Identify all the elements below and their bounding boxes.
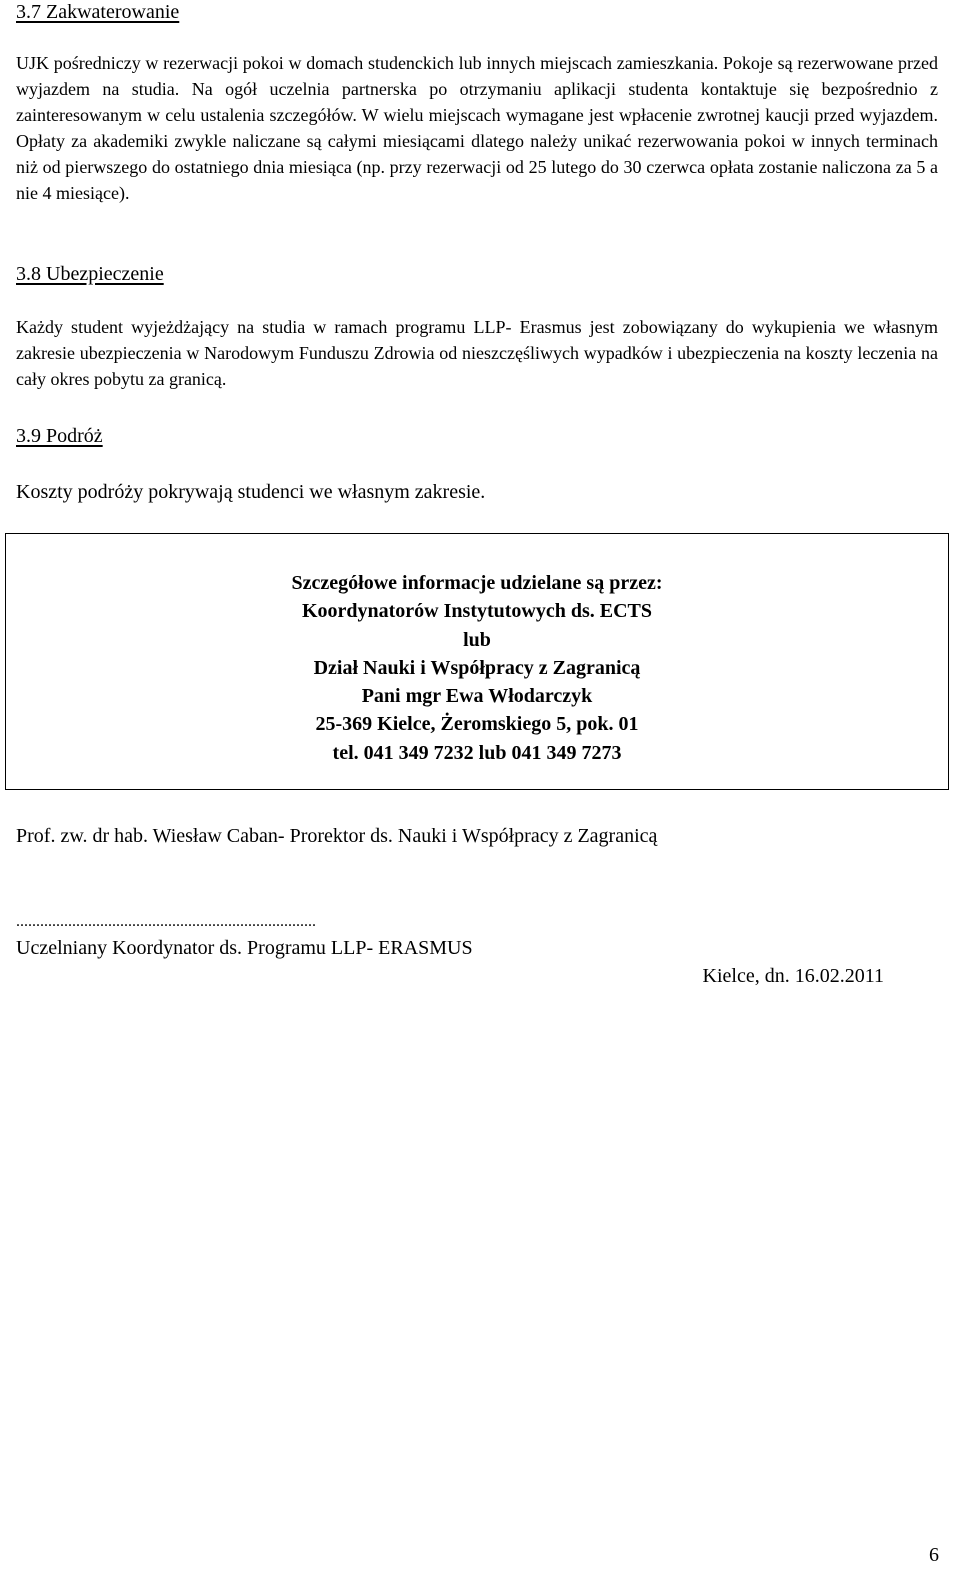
paragraph-travel: Koszty podróży pokrywają studenci we własnym zakresie. [16,481,486,503]
info-line: Koordynatorów Instytutowych ds. ECTS [301,600,653,623]
prorector-signature: Prof. zw. dr hab. Wiesław Caban- Prorektor ds. Nauki i Współpracy z Zagranicą [16,825,658,847]
info-line: Szczegółowe informacje udzielane są przez: [291,572,663,594]
info-line: tel. 041 349 7232 lub 041 349 7273 [332,741,622,764]
heading-3-9: 3.9 Podróż [16,425,103,447]
document-date: Kielce, dn. 16.02.2011 [702,965,884,987]
info-box [5,533,949,790]
heading-3-8: 3.8 Ubezpieczenie [16,263,164,285]
paragraph-insurance: Każdy student wyjeżdżający na studia w ramach programu LLP- Erasmus jest zobowiązany do wykupienia we własnym zakresie ubezpieczenia w Narodowym Funduszu Zdrowia od nieszczęśliwych wypadków i ubezpieczenia na koszty leczenia na cały okres pobytu za granicą. [16,317,938,389]
heading-3-7: 3.7 Zakwaterowanie [16,1,180,23]
signature-dots: ........................................................................... [16,913,316,930]
info-line: lub [463,628,491,651]
info-line: Pani mgr Ewa Włodarczyk [361,685,593,708]
info-line: 25-369 Kielce, Żeromskiego 5, pok. 01 [315,713,639,736]
info-line: Dział Nauki i Współpracy z Zagranicą [313,656,641,679]
info-box-content [6,569,948,767]
page-number: 6 [929,1544,939,1566]
coordinator-signature: Uczelniany Koordynator ds. Programu LLP- ERASMUS [16,937,473,959]
paragraph-accommodation: UJK pośredniczy w rezerwacji pokoi w domach studenckich lub innych miejscach zamieszkania. Pokoje są rezerwowane przed wyjazdem na studia. Na ogół uczelnia partnerska po otrzymaniu aplikacji studenta kontaktuje się bezpośrednio z zainteresowanym w celu ustalenia szczegółów. W wielu miejscach wymagane jest wpłacenie zwrotnej kaucji przed wyjazdem. Opłaty za akademiki zwykle naliczane są całymi miesiącami dlatego należy unikać rezerwowania pokoi w innych terminach niż od pierwszego do ostatniego dnia miesiąca (np. przy rezerwacji od 25 lutego do 30 czerwca opłata zostanie naliczona za 5 a nie 4 miesiące). [16,53,938,203]
